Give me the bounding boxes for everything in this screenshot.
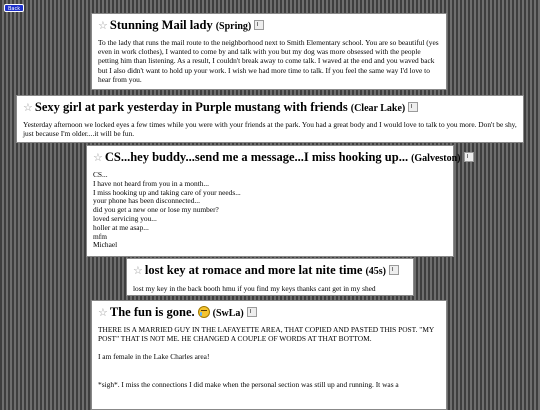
body-paragraph: I am female in the Lake Charles area! xyxy=(98,352,210,362)
post-title[interactable]: lost key at romace and more lat nite time xyxy=(144,263,363,277)
body-line: did you get a new one or lose my number? xyxy=(93,205,219,215)
post-body: lost my key in the back booth hmu if you find my keys thanks cant get in my shed xyxy=(133,284,376,293)
flag-icon[interactable] xyxy=(389,265,399,275)
favorite-star-icon[interactable]: ☆ xyxy=(98,306,108,319)
post-card xyxy=(126,258,414,296)
favorite-star-icon[interactable]: ☆ xyxy=(93,151,103,164)
post-title[interactable]: CS...hey buddy...send me a message...I miss hooking up... xyxy=(104,150,409,164)
favorite-star-icon[interactable]: ☆ xyxy=(23,101,33,114)
flag-icon[interactable] xyxy=(464,152,474,162)
post-card xyxy=(86,145,461,257)
post-location: (Spring) xyxy=(215,21,252,32)
post-title[interactable]: Sexy girl at park yesterday in Purple mustang with friends xyxy=(34,100,348,114)
body-paragraph: THERE IS A MARRIED GUY IN THE LAFAYETTE AREA, THAT COPIED AND PASTED THIS POST. "MY POST" THAT IS NOT ME. HE CHANGED A COUPLE OF WORDS AT THAT BOTTOM. xyxy=(98,325,434,344)
post-body: Yesterday afternoon we locked eyes a few times while you were with your friends at the park. You had a great body and I would love to talk to you more. Don't be shy, just because I'm older....it will be fun. xyxy=(23,120,517,139)
body-paragraph: *sigh*. I miss the connections I did make when the personal section was still up and running. It was a xyxy=(98,379,399,389)
favorite-star-icon[interactable]: ☆ xyxy=(133,264,143,277)
post-header xyxy=(17,96,523,116)
body-line: mfm xyxy=(93,231,107,241)
post-header xyxy=(127,259,413,279)
post-location: (Galveston) xyxy=(411,153,461,164)
post-body: To the lady that runs the mail route to the neighborhood next to Smith Elementary school. You are so beautiful (yes even in work clothes), I wanted to come by and talk with you but my dog was more obsessed with the people petting him than listening. As a result, I couldn't break away to come talk. I waved at the end and you waved back but I also didn't want to hold up your work. I wish we had more time to talk. If you feel the same way I'd love to hear from you. xyxy=(98,38,439,84)
post-header xyxy=(87,146,461,166)
body-line: your phone has been disconnected... xyxy=(93,196,200,206)
post-title[interactable]: Stunning Mail lady xyxy=(109,18,213,32)
body-line: I have not heard from you in a month... xyxy=(93,178,209,188)
post-location: (SwLa) xyxy=(212,308,244,319)
flag-icon[interactable] xyxy=(408,102,418,112)
post-body xyxy=(87,166,453,250)
post-location: (45s) xyxy=(365,266,386,277)
post-header xyxy=(92,301,446,321)
body-line: holler at me asap... xyxy=(93,222,149,232)
post-location: (Clear Lake) xyxy=(350,103,406,114)
favorite-star-icon[interactable]: ☆ xyxy=(98,19,108,32)
crying-face-icon xyxy=(198,306,210,318)
post-header xyxy=(92,14,446,34)
back-button[interactable]: Back xyxy=(4,4,24,12)
post-card xyxy=(91,300,447,410)
post-title[interactable]: The fun is gone. xyxy=(109,305,195,319)
body-line: loved servicing you... xyxy=(93,213,157,223)
post-card xyxy=(16,95,524,143)
body-line: Michael xyxy=(93,240,118,250)
body-line: CS... xyxy=(93,170,108,179)
post-body xyxy=(92,321,446,389)
body-line: I miss hooking up and taking care of your needs... xyxy=(93,187,241,197)
flag-icon[interactable] xyxy=(247,307,257,317)
flag-icon[interactable] xyxy=(254,20,264,30)
post-card xyxy=(91,13,447,90)
